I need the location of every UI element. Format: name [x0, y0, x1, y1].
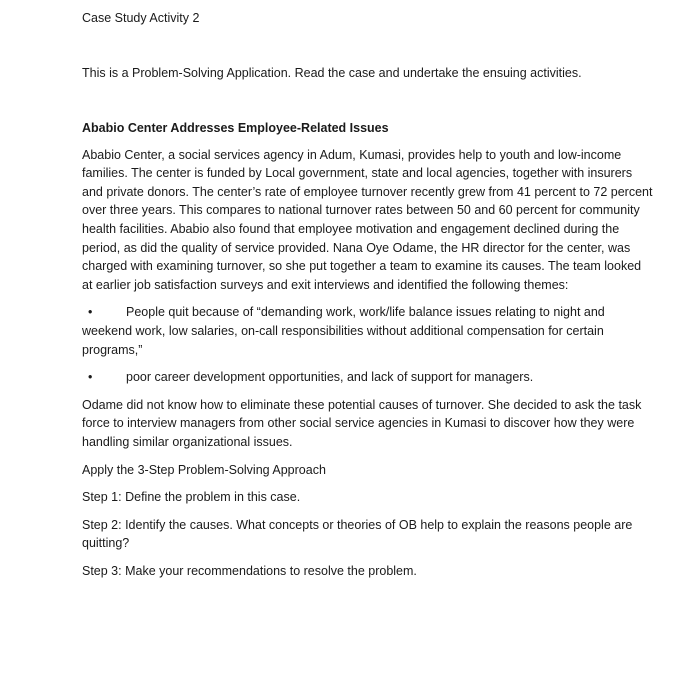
- step-1: Step 1: Define the problem in this case.: [82, 490, 301, 505]
- step-2: Step 2: Identify the causes. What concepts or theories of OB help to explain the reasons people are quitting?: [82, 517, 633, 551]
- bullet-item: [82, 303, 654, 359]
- bullet-text: People quit because of “demanding work, work/life balance issues relating to night and weekend work, low salaries, on-call responsibilities without additional compensation for certain programs,”: [82, 305, 605, 357]
- followup-paragraph: Odame did not know how to eliminate these potential causes of turnover. She decided to ask the task force to interview managers from other social service agencies in Kumasi to discover how they were handling similar organizational issues.: [82, 397, 642, 449]
- step-3: Step 3: Make your recommendations to resolve the problem.: [82, 563, 417, 578]
- document-title: Case Study Activity 2: [82, 11, 200, 25]
- bullet-item: [82, 368, 654, 387]
- bullet-glyph: •: [88, 305, 93, 320]
- case-paragraph: Ababio Center, a social services agency in Adum, Kumasi, provides help to youth and low-income families. The center is funded by Local government, state and local agencies, together with insurers and private donors. The center’s rate of employee turnover recently grew from 41 percent to 72 percent over three years. This compares to national turnover rates between 50 and 60 percent for community health facilities. Ababio also found that employee motivation and engagement declined during the period, as did the quality of service provided. Nana Oye Odame, the HR director for the center, was charged with examining turnover, so she put together a team to examine its causes. The team looked at earlier job satisfaction surveys and exit interviews and identified the following themes:: [82, 147, 653, 292]
- bullet-text: poor career development opportunities, and lack of support for managers.: [126, 370, 534, 385]
- case-body: [82, 119, 654, 580]
- apply-approach-line: Apply the 3-Step Problem-Solving Approach: [82, 462, 326, 477]
- case-heading: Ababio Center Addresses Employee-Related Issues: [82, 121, 389, 135]
- bullet-glyph: •: [88, 370, 93, 385]
- intro-text: This is a Problem-Solving Application. Read the case and undertake the ensuing activities.: [82, 66, 582, 80]
